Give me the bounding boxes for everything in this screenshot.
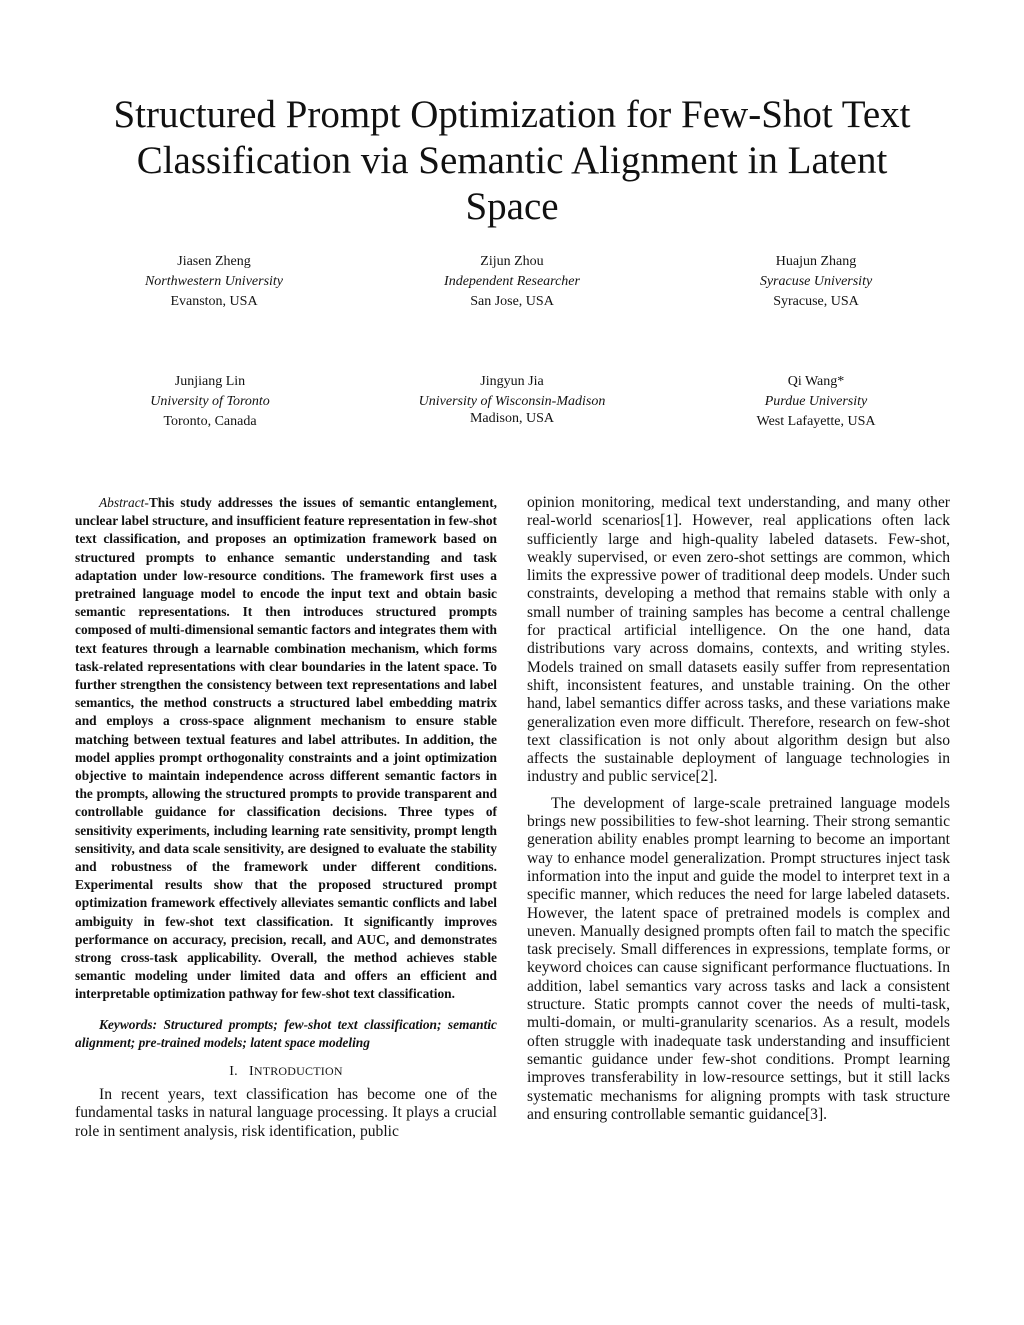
author-name: Qi Wang* (787, 374, 845, 389)
author-block (666, 372, 966, 432)
author-name: Zijun Zhou (480, 254, 544, 269)
author-location: Evanston, USA (170, 294, 258, 309)
author-affiliation: Syracuse University (759, 274, 873, 289)
section-heading-introduction (75, 1064, 497, 1080)
author-name: Jiasen Zheng (177, 254, 251, 269)
keywords-text: Structured prompts; few-shot text classification; semantic alignment; pre-trained models; latent space modeling (75, 1016, 497, 1050)
author-location: West Lafayette, USA (756, 414, 876, 429)
title-line: Structured Prompt Optimization for Few-Shot Text (113, 93, 911, 136)
author-affiliation: Northwestern University (144, 274, 284, 289)
author-block (666, 252, 966, 312)
author-block (362, 372, 662, 429)
intro-paragraph-continued: opinion monitoring, medical text understanding, and many other real-world scenarios[1]. However, real applications often lack sufficiently large and high-quality labeled datasets. Few-shot, weakly supervised, or even zero-shot settings are common, which limits the expressive power of traditional deep models. Under such constraints, developing a method that remains stable with only a small number of training samples has become a central challenge for practical artificial intelligence. On the one hand, data distributions vary across domains, contexts, and writing styles. Models trained on small datasets easily suffer from representation shift, inconsistent features, and unstable training. On the other hand, label semantics differ across tasks, and these variations make generalization even more difficult. Therefore, research on few-shot text classification is not only about algorithm design but also affects the sustainable deployment of language technologies in industry and public service[2]. (527, 494, 950, 786)
author-block (64, 252, 364, 312)
section-number: I. (229, 1064, 238, 1080)
right-column (527, 494, 950, 1124)
author-affiliation: University of Wisconsin-Madison (418, 394, 606, 409)
author-location: Madison, USA (469, 411, 554, 426)
abstract-label: Abstract- (99, 495, 149, 510)
keywords (75, 1016, 497, 1052)
abstract-text: This study addresses the issues of semantic entanglement, unclear label structure, and insufficient feature representation in few-shot text classification, and proposes an optimization framework based on structured prompts to enhance semantic understanding and task adaptation under low-resource conditions. The framework first uses a pretrained language model to encode the input text and obtain basic semantic representations. It then introduces structured prompts composed of multi-dimensional semantic factors and integrates them with text features through a learnable combination mechanism, which forms task-related representations with clear boundaries in the latent space. To further strengthen the consistency between text representations and label semantics, the method constructs a structured label embedding matrix and employs a cross-space alignment mechanism to ensure stable matching between textual features and label attributes. In addition, the model applies prompt orthogonality constraints and a joint optimization objective to maintain independence across different semantic factors in the prompts, allowing the structured prompts to provide transparent and controllable guidance for classification decisions. Three types of sensitivity experiments, including learning rate sensitivity, prompt length sensitivity, and data scale sensitivity, are designed to evaluate the stability and robustness of the framework under different conditions. Experimental results show that the proposed structured prompt optimization framework effectively alleviates semantic conflicts and label ambiguity in few-shot text classification. It significantly improves performance on accuracy, precision, recall, and AUC, and demonstrates strong cross-task applicability. Overall, the method achieves stable semantic modeling under limited data and offers an efficient and interpretable optimization pathway for few-shot text classification. (75, 495, 497, 1002)
author-affiliation: Independent Researcher (444, 274, 580, 289)
author-location: San Jose, USA (470, 294, 554, 309)
author-affiliation: Purdue University (764, 394, 868, 409)
author-name: Huajun Zhang (775, 254, 857, 269)
paper-title (60, 92, 964, 230)
intro-paragraph: The development of large-scale pretrained language models brings new possibilities to few-shot learning. Their strong semantic generation ability enables prompt learning to become an important way to enhance model generalization. Prompt structures inject task information into the input and guide the model to interpret text in a specific manner, which reduces the need for large labeled datasets. However, the latent space of pretrained models is complex and uneven. Manually designed prompts often fail to match the specific task precisely. Small differences in expressions, template forms, or keyword choices can cause significant performance fluctuations. In addition, label semantics vary across tasks and lack a consistent structure. Static prompts cannot cover the needs of multi-task, multi-domain, or multi-granularity scenarios. As a result, models often struggle with inadequate task understanding and insufficient semantic guidance under few-shot conditions. Prompt learning improves transferability in low-resource settings, but it still lacks systematic mechanisms for aligning prompts with task structure and ensuring controllable semantic guidance[3]. (527, 794, 950, 1123)
author-block (60, 372, 360, 432)
author-name: Junjiang Lin (174, 374, 246, 389)
author-location: Syracuse, USA (773, 294, 859, 309)
title-line: Classification via Semantic Alignment in Latent (136, 139, 888, 182)
author-location: Toronto, Canada (163, 414, 257, 429)
title-line: Space (465, 185, 559, 228)
author-block (362, 252, 662, 312)
keywords-label: Keywords: (99, 1016, 158, 1032)
left-column (75, 494, 497, 1141)
author-name: Jingyun Jia (480, 374, 544, 389)
section-title-initial: I (248, 1064, 254, 1080)
section-title-rest: NTRODUCTION (253, 1064, 343, 1079)
author-affiliation: University of Toronto (150, 394, 270, 409)
intro-paragraph: In recent years, text classification has become one of the fundamental tasks in natural language processing. It plays a crucial role in sentiment analysis, risk identification, public (75, 1086, 497, 1140)
abstract (75, 494, 497, 1004)
